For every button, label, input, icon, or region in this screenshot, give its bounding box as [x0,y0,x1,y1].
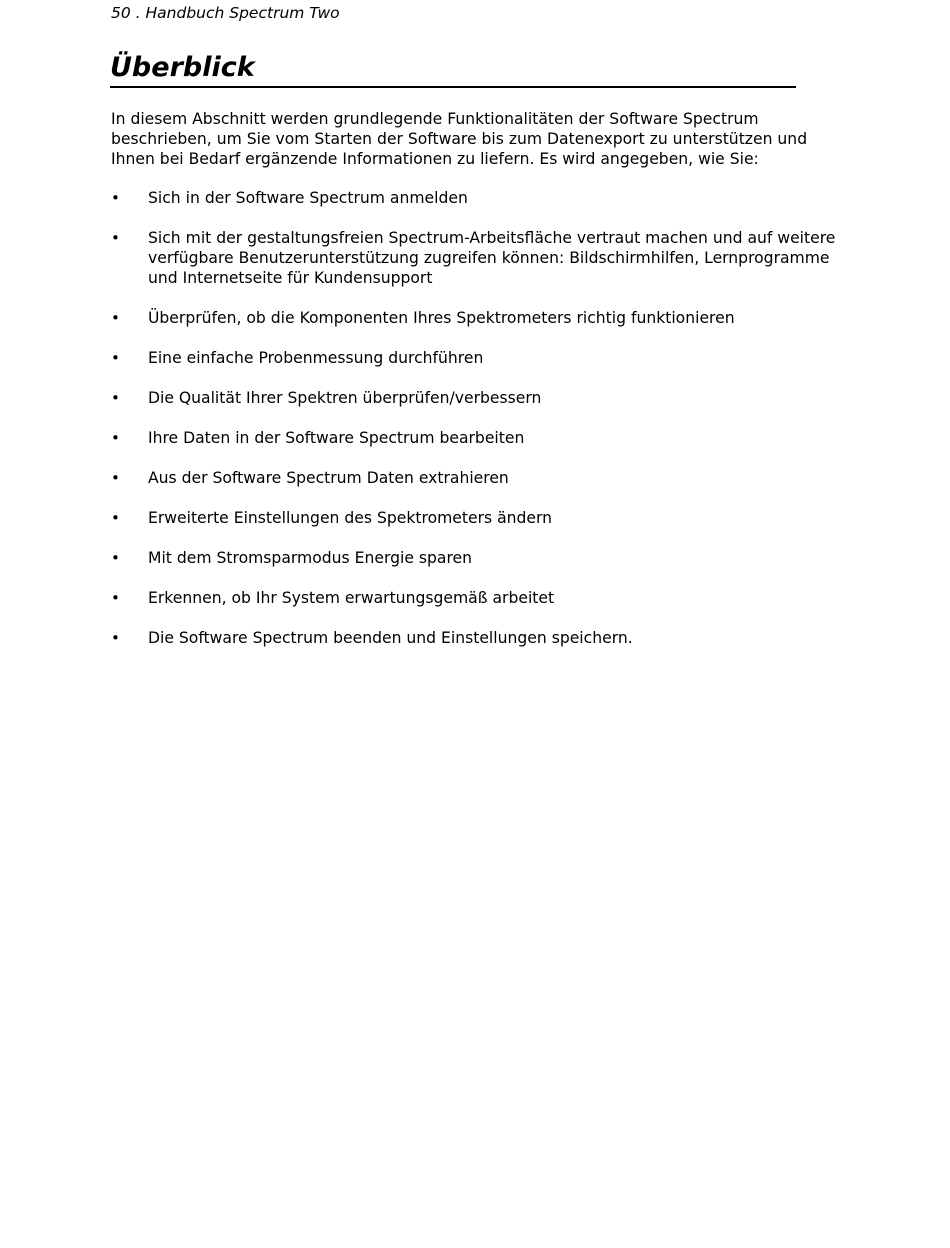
bullet-text: Erweiterte Einstellungen des Spektrometers ändern [148,509,553,527]
bullet-item [111,628,811,648]
bullet-point-icon: • [111,229,120,247]
bullet-point-icon: • [111,429,120,447]
bullet-point-icon: • [111,629,120,647]
bullet-point-icon: • [111,349,120,367]
intro-paragraph [111,109,808,169]
bullet-point-icon: • [111,309,120,327]
bullet-text: Sich in der Software Spectrum anmelden [148,189,468,207]
bullet-item [111,228,836,288]
bullet-text: Eine einfache Probenmessung durchführen [148,349,484,367]
bullet-point-icon: • [111,389,120,407]
bullet-item [111,588,811,608]
bullet-text: Die Qualität Ihrer Spektren überprüfen/verbessern [148,389,542,407]
intro-line: Ihnen bei Bedarf ergänzende Informationen zu liefern. Es wird angegeben, wie Sie: [111,150,759,168]
bullet-item [111,188,811,208]
bullet-list [111,188,836,668]
bullet-text: Die Software Spectrum beenden und Einstellungen speichern. [148,629,633,647]
intro-line: In diesem Abschnitt werden grundlegende Funktionalitäten der Software Spectrum [111,110,759,128]
bullet-item [111,468,811,488]
bullet-point-icon: • [111,549,120,567]
bullet-text: Aus der Software Spectrum Daten extrahieren [148,469,509,487]
title-underline-rule [110,86,796,88]
bullet-text: Erkennen, ob Ihr System erwartungsgemäß arbeitet [148,589,555,607]
bullet-text: Sich mit der gestaltungsfreien Spectrum-Arbeitsfläche vertraut machen und auf weitere [148,229,836,247]
bullet-text: Mit dem Stromsparmodus Energie sparen [148,549,472,567]
intro-line: beschrieben, um Sie vom Starten der Software bis zum Datenexport zu unterstützen und [111,130,808,148]
bullet-text: und Internetseite für Kundensupport [148,269,433,287]
bullet-item [111,548,811,568]
bullet-point-icon: • [111,189,120,207]
bullet-point-icon: • [111,469,120,487]
bullet-item [111,428,811,448]
section-title: Überblick [110,52,255,83]
bullet-item [111,508,811,528]
bullet-item [111,308,811,328]
bullet-item [111,348,811,368]
bullet-point-icon: • [111,509,120,527]
bullet-text: verfügbare Benutzerunterstützung zugreifen können: Bildschirmhilfen, Lernprogramme [148,249,830,267]
bullet-text: Ihre Daten in der Software Spectrum bearbeiten [148,429,525,447]
bullet-point-icon: • [111,589,120,607]
bullet-text: Überprüfen, ob die Komponenten Ihres Spektrometers richtig funktionieren [148,309,735,327]
bullet-item [111,388,811,408]
running-header: 50 . Handbuch Spectrum Two [111,4,340,22]
